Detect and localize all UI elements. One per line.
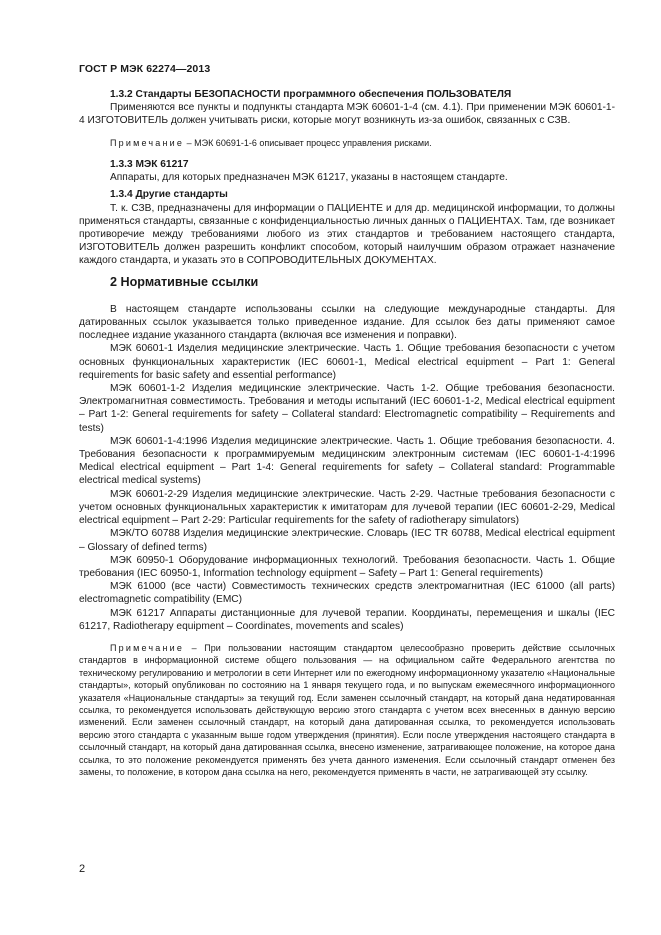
reference-item: МЭК 61217 Аппараты дистанционные для лучевой терапии. Координаты, перемещения и шкалы (IEC 61217, Radiotherapy equipment – Coordinates, movements and scales) [79,607,615,632]
note-label: Примечание [110,642,185,653]
reference-item: МЭК 60950-1 Оборудование информационных технологий. Требования безопасности. Часть 1. Общие требования (IEC 60950-1, Information technology equipment – Safety – Part 1: General requirements) [79,554,615,579]
reference-item: МЭК 61000 (все части) Совместимость технических средств электромагнитная (IEC 61000 (all parts) electromagnetic compatibility (EMC) [79,581,615,606]
reference-item: МЭК 60601-1-4:1996 Изделия медицинские электрические. Часть 1. Общие требования безопасности. 4. Требования безопасности к программируемым медицинским электронным системам (IEC 60601-1-4:1996 Medical electrical equipment – Part 1-4: General requirements for safety – Collateral standard: Programmable electrical medical systems) [79,435,615,487]
paragraph-1-3-4: Т. к. СЗВ, предназначены для информации о ПАЦИЕНТЕ и для др. медицинской информации, то должны применяться стандарты, связанные с конфиденциальностью личных данных о ПАЦИЕНТАХ. Там, где возникает противоречие между требованиями любого из этих стандартов и требованием настоящего стандарта, ИЗГОТОВИТЕЛЬ должен разрешить конфликт способом, который наилучшим образом отражает назначение каждого стандарта, и указать это в СОПРОВОДИТЕЛЬНЫХ ДОКУМЕНТАХ. [79,202,615,267]
heading-1-3-3: 1.3.3 МЭК 61217 [110,159,189,171]
reference-item: МЭК 60601-1 Изделия медицинские электрические. Часть 1. Общие требования безопасности с учетом основных функциональных характеристик (IEC 60601-1, Medical electrical equipment – Part 1: General requirements for basic safety and essential performance) [79,343,615,381]
note-section-2 [79,642,615,778]
section-2-heading: 2 Нормативные ссылки [110,274,259,289]
reference-item: МЭК 60601-2-29 Изделия медицинские электрические. Часть 2-29. Частные требования безопасности с учетом основных функциональных характеристик к имитаторам для лучевой терапии (IEC 60601-2-29, Medical electrical equipment – Part 2-29: Particular requirements for the safety of radiotherapy simulators) [79,488,615,527]
note-text: – При пользовании настоящим стандартом целесообразно проверить действие ссылочных стандартов в информационной системе общего пользования — на официальном сайте Федерального агентства по техническому регулированию и метрологии в сети Интернет или по ежегодному информационному указателю «Национальные стандарты», который опубликован по состоянию на 1 января текущего года, и по выпускам ежемесячного информационного указателя «Национальные стандарты» за текущий год. Если заменен ссылочный стандарт, на который дана недатированная ссылка, то рекомендуется использовать действующую версию этого стандарта с учетом всех внесенных в данную версию изменений. Если заменен ссылочный стандарт, на который дана датированная ссылка, то рекомендуется использовать версию этого стандарта с указанным выше годом утверждения (принятия). Если после утверждения настоящего стандарта в ссылочный стандарт, на который дана датированная ссылка, внесено изменение, затрагивающее положение, на которое дана ссылка, то это положение рекомендуется применять без учета данного изменения. Если ссылочный стандарт отменен без замены, то положение, в котором дана ссылка на него, рекомендуется применять в части, не затрагивающей эту ссылку. [79,642,615,777]
heading-1-3-4: 1.3.4 Другие стандарты [110,189,228,201]
reference-item: МЭК/ТО 60788 Изделия медицинские электрические. Словарь (IEC TR 60788, Medical electrical equipment – Glossary of defined terms) [79,528,615,553]
page-number: 2 [79,863,86,875]
note-label: Примечание [110,137,185,148]
heading-1-3-2: 1.3.2 Стандарты БЕЗОПАСНОСТИ программного обеспечения ПОЛЬЗОВАТЕЛЯ [110,89,512,100]
section-2-intro: В настоящем стандарте использованы ссылки на следующие международные стандарты. Для датированных ссылок указывается только приведенное издание. Для ссылок без даты применяют самое последнее издание указанного стандарта (включая все изменения и поправки). [79,303,615,342]
paragraph-1-3-2: Применяются все пункты и подпункты стандарта МЭК 60601-1-4 (см. 4.1). При применении МЭК 60601-1-4 ИЗГОТОВИТЕЛЬ должен учитывать риски, которые могут возникнуть из-за ошибок, связанных с СЗВ. [79,102,615,127]
document-header: ГОСТ Р МЭК 62274—2013 [79,63,211,75]
document-body [79,88,615,778]
note-1-3-2 [79,137,615,149]
paragraph-1-3-3: Аппараты, для которых предназначен МЭК 61217, указаны в настоящем стандарте. [110,172,508,184]
reference-item: МЭК 60601-1-2 Изделия медицинские электрические. Часть 1-2. Общие требования безопасности. Электромагнитная совместимость. Требования и методы испытаний (IEC 60601-1-2, Medical electrical equipment – Part 1-2: General requirements for safety – Collateral standard: Electromagnetic compatibility – Requirements and tests) [79,383,615,434]
note-text: – МЭК 60691-1-6 описывает процесс управления рисками. [184,137,432,148]
